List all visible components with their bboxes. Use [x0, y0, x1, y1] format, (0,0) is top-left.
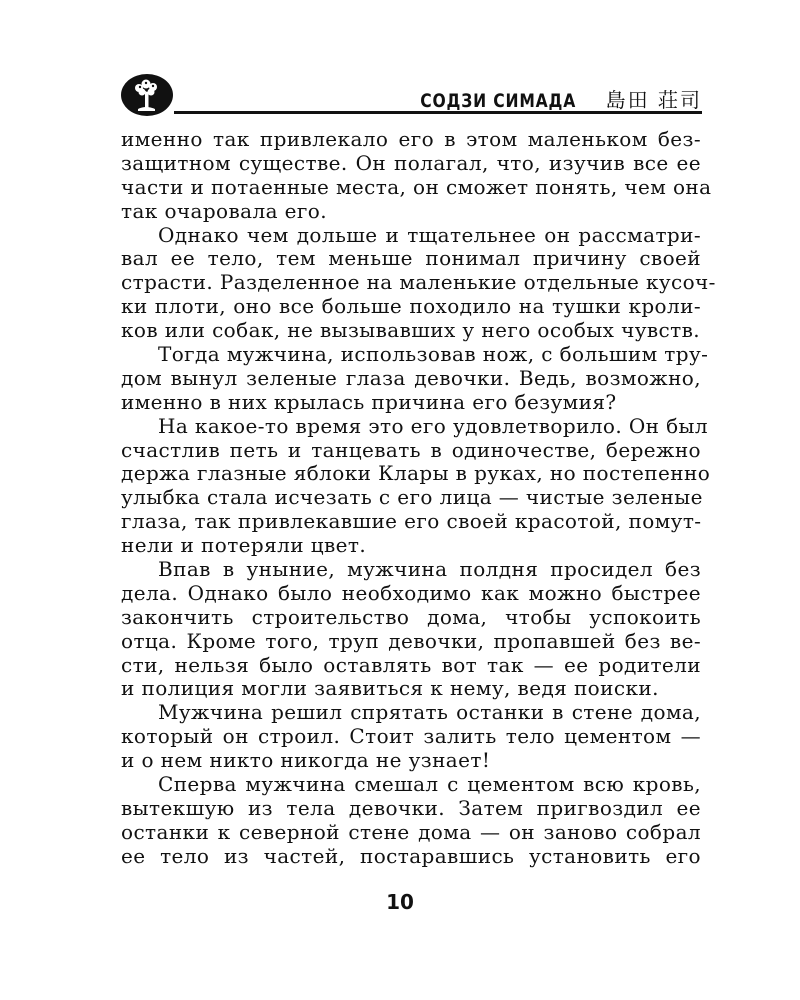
text-line: защитном существе. Он полагал, что, изучив все ее — [121, 150, 701, 175]
paragraph — [121, 342, 709, 415]
text-line: части и потаенные места, он сможет понять, чем она — [121, 174, 712, 199]
text-line: и полиция могли заявиться к нему, ведя поиски. — [121, 676, 659, 701]
text-line: дела. Однако было необходимо как можно быстрее — [121, 580, 701, 605]
author-name: СОДЗИ СИМАДА — [419, 90, 576, 112]
text-line: ки плоти, оно все больше походило на тушки кроли- — [121, 294, 701, 319]
text-line: вытекшую из тела девочки. Затем пригвоздил ее — [121, 795, 701, 820]
text-line: именно в них крылась причина его безумия? — [121, 389, 617, 414]
text-line: Однако чем дольше и тщательнее он рассматри- — [158, 222, 701, 247]
paragraph — [121, 413, 711, 558]
text-line: страсти. Разделенное на маленькие отдельные кусоч- — [121, 270, 716, 295]
text-line: На какое-то время это его удовлетворило. Он был — [158, 413, 708, 438]
text-line: Тогда мужчина, использовав нож, с большим тру- — [158, 342, 709, 367]
text-line: закончить строительство дома, чтобы успокоить — [121, 604, 701, 629]
body-text — [121, 127, 716, 869]
text-line: улыбка стала исчезать с его лица — чистые зеленые — [121, 485, 703, 510]
text-line: вал ее тело, тем меньше понимал причину своей — [121, 246, 701, 271]
text-line: держа глазные яблоки Клары в руках, но постепенно — [121, 461, 711, 486]
text-line: Мужчина решил спрятать останки в стене дома, — [158, 700, 701, 725]
text-line: именно так привлекало его в этом маленьком без- — [121, 127, 701, 151]
paragraph — [121, 773, 701, 869]
text-line: Сперва мужчина смешал с цементом всю кровь, — [158, 772, 701, 797]
text-line: счастлив петь и танцевать в одиночестве, бережно — [121, 437, 701, 462]
text-line: так очаровала его. — [121, 198, 327, 223]
text-line: ее тело из частей, постаравшись установить его — [121, 843, 701, 868]
paragraph — [121, 127, 712, 224]
author-name-japanese: 島田 荘司 — [605, 88, 702, 112]
text-line: сти, нельзя было оставлять вот так — ее родители — [121, 652, 701, 677]
text-line: который он строил. Стоит залить тело цементом — — [121, 724, 701, 749]
running-header — [118, 72, 702, 118]
paragraph — [121, 222, 716, 343]
paragraph — [121, 701, 701, 773]
paragraph — [121, 558, 701, 701]
text-line: Впав в уныние, мужчина полдня просидел без — [158, 557, 701, 582]
header-title — [386, 84, 702, 113]
text-line: отца. Кроме того, труп девочки, пропавшей без ве- — [121, 628, 701, 653]
text-line: дом вынул зеленые глаза девочки. Ведь, возможно, — [121, 365, 701, 390]
text-line: глаза, так привлекавшие его своей красотой, помут- — [121, 509, 702, 534]
tree-emblem-icon — [118, 72, 176, 118]
text-line: нели и потеряли цвет. — [121, 533, 367, 558]
text-line: останки к северной стене дома — он заново собрал — [121, 819, 701, 844]
text-line: ков или собак, не вызывавших у него особых чувств. — [121, 318, 701, 343]
page-number: 10 — [386, 890, 414, 914]
text-line: и о нем никто никогда не узнает! — [121, 748, 491, 773]
